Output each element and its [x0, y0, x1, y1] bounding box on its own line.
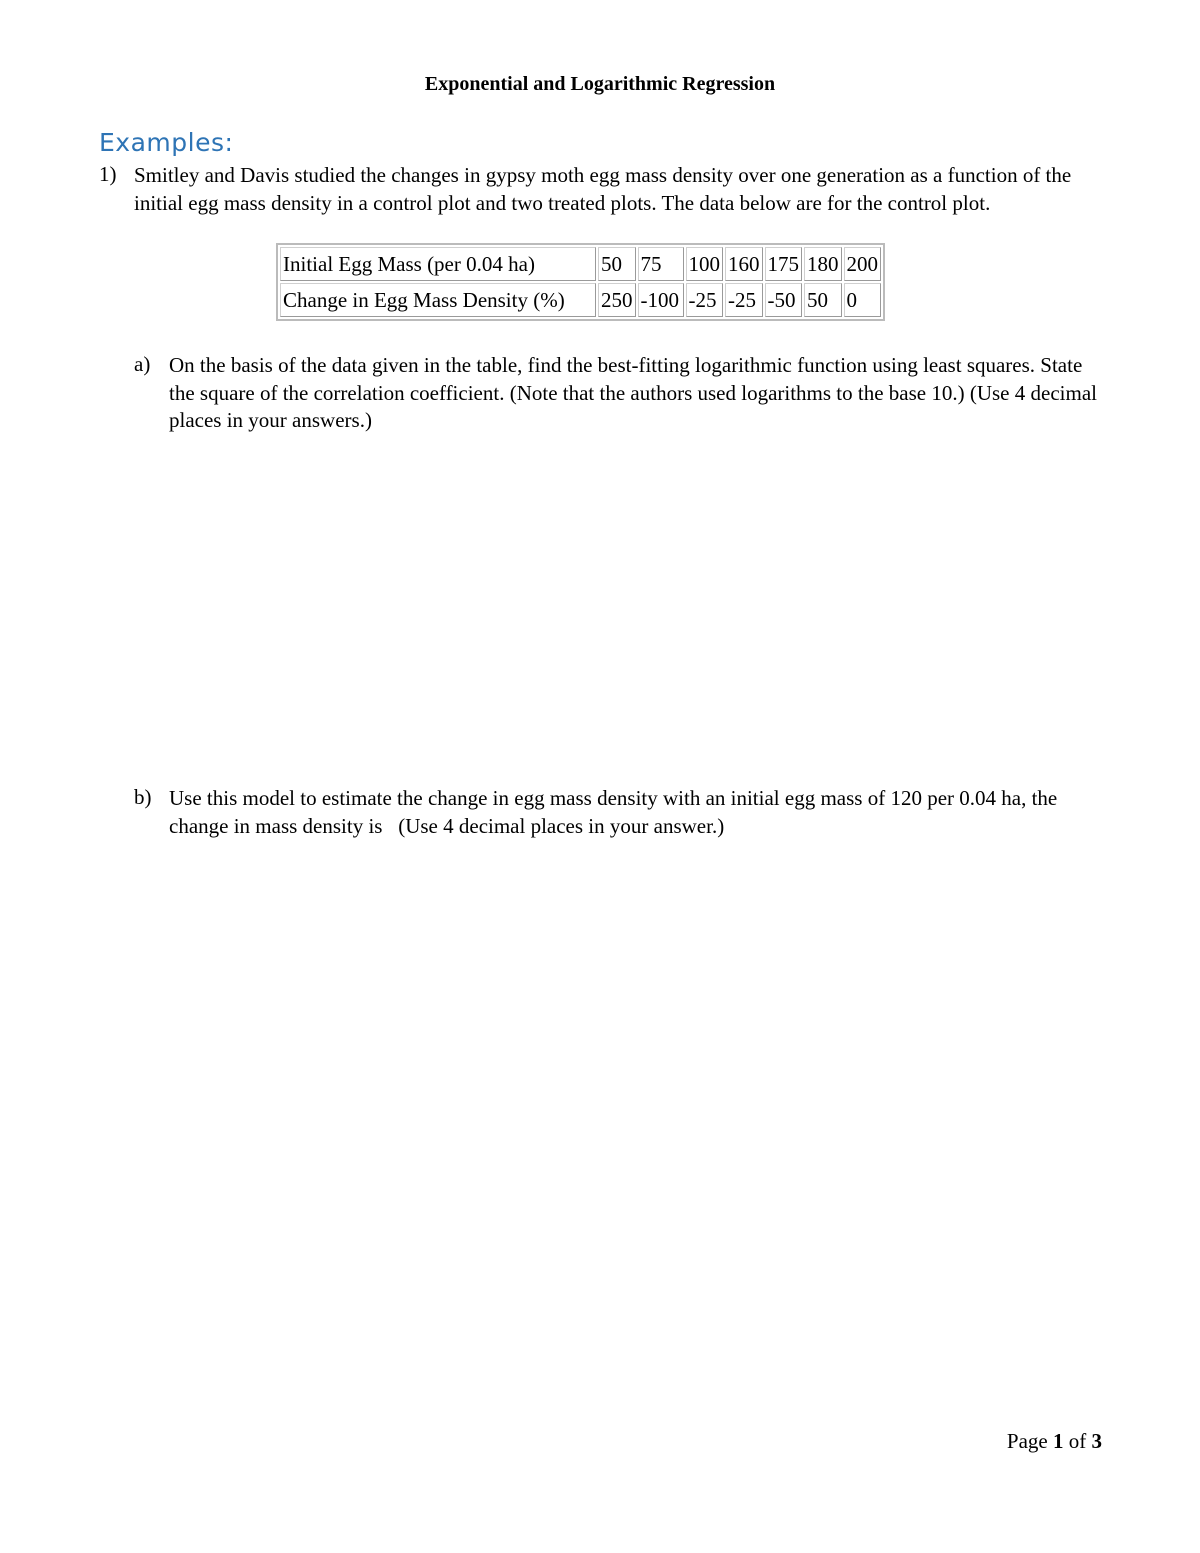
page-number	[1007, 1429, 1102, 1454]
table-cell: -25	[686, 283, 724, 317]
question-text: Smitley and Davis studied the changes in gypsy moth egg mass density over one generation as a function of the initial egg mass density in a control plot and two treated plots. The data below are for the control plot.	[134, 163, 1072, 215]
part-b-text: Use this model to estimate the change in egg mass density with an initial egg mass of 120 per 0.04 ha, the change in mass density is (Use 4 decimal places in your answer.)	[169, 786, 1063, 838]
page-total: 3	[1091, 1429, 1102, 1453]
question-number: 1)	[99, 162, 117, 186]
table-cell: 100	[686, 247, 724, 281]
table-cell: 250	[598, 283, 636, 317]
document-title: Exponential and Logarithmic Regression	[424, 73, 776, 95]
part-a-letter: a)	[134, 352, 151, 376]
table-cell: 175	[765, 247, 803, 281]
table-cell: -25	[725, 283, 763, 317]
part-a-text: On the basis of the data given in the table, find the best-fitting logarithmic function using least squares. State the square of the correlation coefficient. (Note that the authors used logarithms to the base 10.) (Use 4 decimal places in your answers.)	[169, 353, 1097, 432]
table-row	[280, 283, 881, 317]
table-row	[280, 247, 881, 281]
page-current: 1	[1053, 1429, 1064, 1453]
page-prefix: Page	[1006, 1429, 1048, 1453]
table-cell: -50	[765, 283, 803, 317]
table-cell: 50	[598, 247, 636, 281]
table-cell: 50	[804, 283, 842, 317]
table-cell: 180	[804, 247, 842, 281]
page-of: of	[1068, 1429, 1087, 1453]
table-cell: 0	[844, 283, 882, 317]
table-cell: 200	[844, 247, 882, 281]
part-b-letter: b)	[134, 785, 152, 809]
section-heading: Examples:	[99, 128, 234, 157]
table-cell: 75	[638, 247, 684, 281]
row-label: Initial Egg Mass (per 0.04 ha)	[280, 247, 596, 281]
table-cell: 160	[725, 247, 763, 281]
data-table	[276, 243, 885, 321]
row-label: Change in Egg Mass Density (%)	[280, 283, 596, 317]
table-cell: -100	[638, 283, 684, 317]
